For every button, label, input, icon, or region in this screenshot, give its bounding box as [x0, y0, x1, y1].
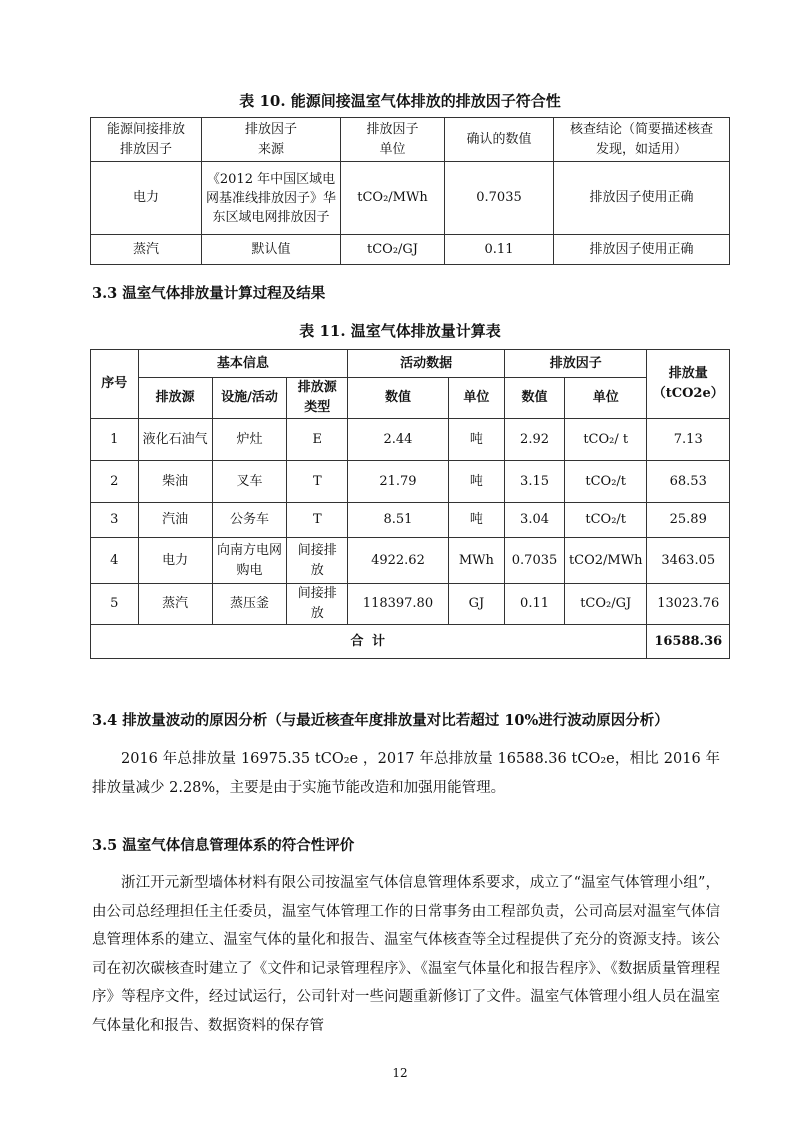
t11-r1-c7: tCO₂/t	[564, 461, 647, 503]
table11	[90, 349, 730, 659]
t11-header-basic: 基本信息	[138, 350, 348, 378]
t11-r2-c5: 吨	[448, 503, 504, 538]
t10-r0-c4: 排放因子使用正确	[554, 162, 730, 235]
t11-header-activity: 活动数据	[348, 350, 505, 378]
t11-r1-c4: 21.79	[348, 461, 449, 503]
t11-sub-facility: 设施/活动	[212, 378, 287, 419]
t11-r4-c2: 蒸压釜	[212, 584, 287, 625]
t11-r2-c4: 8.51	[348, 503, 449, 538]
t11-sub-source: 排放源	[138, 378, 212, 419]
t11-r1-c0: 2	[91, 461, 139, 503]
section-3-4-title: 3.4 排放量波动的原因分析（与最近核查年度排放量对比若超过 10%进行波动原因分析）	[92, 712, 669, 729]
t10-r0-c3: 0.7035	[445, 162, 554, 235]
t11-sub-activity-unit: 单位	[448, 378, 504, 419]
table11-caption: 表 11. 温室气体排放量计算表	[299, 322, 501, 340]
t11-r3-c8: 3463.05	[647, 538, 730, 584]
section-3-5-body: 浙江开元新型墙体材料有限公司按温室气体信息管理体系要求，成立了“温室气体管理小组”，由公司总经理担任主任委员，温室气体管理工作的日常事务由工程部负责，公司高层对温室气体信息管理体系的建立、温室气体的量化和报告、温室气体核查等全过程提供了充分的资源支持。该公司在初次碳核查时建立了《文件和记录管理程序》、《温室气体量化和报告程序》、《数据质量管理程序》等程序文件，经过试运行，公司针对一些问题重新修订了文件。温室气体管理小组人员在温室气体量化和报告、数据资料的保存管	[92, 875, 720, 1034]
t11-sub-factor-unit: 单位	[564, 378, 647, 419]
t11-r4-c4: 118397.80	[348, 584, 449, 625]
t11-r2-c8: 25.89	[647, 503, 730, 538]
t11-r1-c8: 68.53	[647, 461, 730, 503]
t11-r2-c3: T	[287, 503, 348, 538]
t11-r0-c6: 2.92	[505, 419, 565, 461]
t10-r0-c0: 电力	[91, 162, 202, 235]
t10-header-4: 核查结论（简要描述核查 发现，如适用）	[554, 118, 730, 162]
table10-caption: 表 10. 能源间接温室气体排放的排放因子符合性	[239, 92, 561, 110]
t11-r2-c2: 公务车	[212, 503, 287, 538]
t10-header-0: 能源间接排放 排放因子	[91, 118, 202, 162]
t11-r2-c7: tCO₂/t	[564, 503, 647, 538]
t11-r0-c5: 吨	[448, 419, 504, 461]
t11-r1-c1: 柴油	[138, 461, 212, 503]
t11-r4-c1: 蒸汽	[138, 584, 212, 625]
t11-r3-c6: 0.7035	[505, 538, 565, 584]
t10-r1-c0: 蒸汽	[91, 235, 202, 265]
t11-r4-c5: GJ	[448, 584, 504, 625]
t11-r0-c8: 7.13	[647, 419, 730, 461]
t10-header-3: 确认的数值	[445, 118, 554, 162]
t11-r4-c6: 0.11	[505, 584, 565, 625]
t11-sub-activity-value: 数值	[348, 378, 449, 419]
section-3-3-title: 3.3 温室气体排放量计算过程及结果	[92, 285, 326, 302]
t11-r3-c7: tCO2/MWh	[564, 538, 647, 584]
t11-r3-c5: MWh	[448, 538, 504, 584]
t11-r4-c0: 5	[91, 584, 139, 625]
t10-r1-c4: 排放因子使用正确	[554, 235, 730, 265]
t11-r1-c6: 3.15	[505, 461, 565, 503]
t10-r1-c1: 默认值	[202, 235, 341, 265]
t11-r0-c0: 1	[91, 419, 139, 461]
t11-sub-factor-value: 数值	[505, 378, 565, 419]
t11-r0-c3: E	[287, 419, 348, 461]
t11-r3-c1: 电力	[138, 538, 212, 584]
t11-r1-c3: T	[287, 461, 348, 503]
table10	[90, 117, 730, 265]
t11-r4-c3: 间接排放	[287, 584, 348, 625]
t11-header-seq: 序号	[91, 350, 139, 419]
t11-header-factor: 排放因子	[505, 350, 647, 378]
t11-r3-c4: 4922.62	[348, 538, 449, 584]
t11-r0-c4: 2.44	[348, 419, 449, 461]
page-number: 12	[392, 1066, 408, 1080]
t11-r0-c2: 炉灶	[212, 419, 287, 461]
section-3-5-title: 3.5 温室气体信息管理体系的符合性评价	[92, 837, 355, 854]
t10-r0-c1: 《2012 年中国区域电网基准线排放因子》华东区域电网排放因子	[202, 162, 341, 235]
t11-header-emission: 排放量 （tCO2e）	[647, 350, 730, 419]
t11-r4-c7: tCO₂/GJ	[564, 584, 647, 625]
t11-r1-c2: 叉车	[212, 461, 287, 503]
t11-r1-c5: 吨	[448, 461, 504, 503]
t11-r4-c8: 13023.76	[647, 584, 730, 625]
t10-r1-c2: tCO₂/GJ	[341, 235, 445, 265]
t11-sub-type: 排放源 类型	[287, 378, 348, 419]
t11-r3-c2: 向南方电网购电	[212, 538, 287, 584]
t11-total-value: 16588.36	[647, 625, 730, 659]
t10-header-1: 排放因子 来源	[202, 118, 341, 162]
t11-r2-c0: 3	[91, 503, 139, 538]
t10-header-2: 排放因子 单位	[341, 118, 445, 162]
t11-r2-c6: 3.04	[505, 503, 565, 538]
t10-r0-c2: tCO₂/MWh	[341, 162, 445, 235]
t11-r0-c1: 液化石油气	[138, 419, 212, 461]
t11-r0-c7: tCO₂/ t	[564, 419, 647, 461]
t11-r3-c3: 间接排放	[287, 538, 348, 584]
section-3-4-body: 2016 年总排放量 16975.35 tCO₂e ，2017 年总排放量 16588.36 tCO₂e，相比 2016 年排放量减少 2.28%，主要是由于实施节能改造和加强用能管理。	[92, 751, 720, 796]
t11-r2-c1: 汽油	[138, 503, 212, 538]
t11-r3-c0: 4	[91, 538, 139, 584]
t11-total-label: 合 计	[91, 625, 647, 659]
t10-r1-c3: 0.11	[445, 235, 554, 265]
